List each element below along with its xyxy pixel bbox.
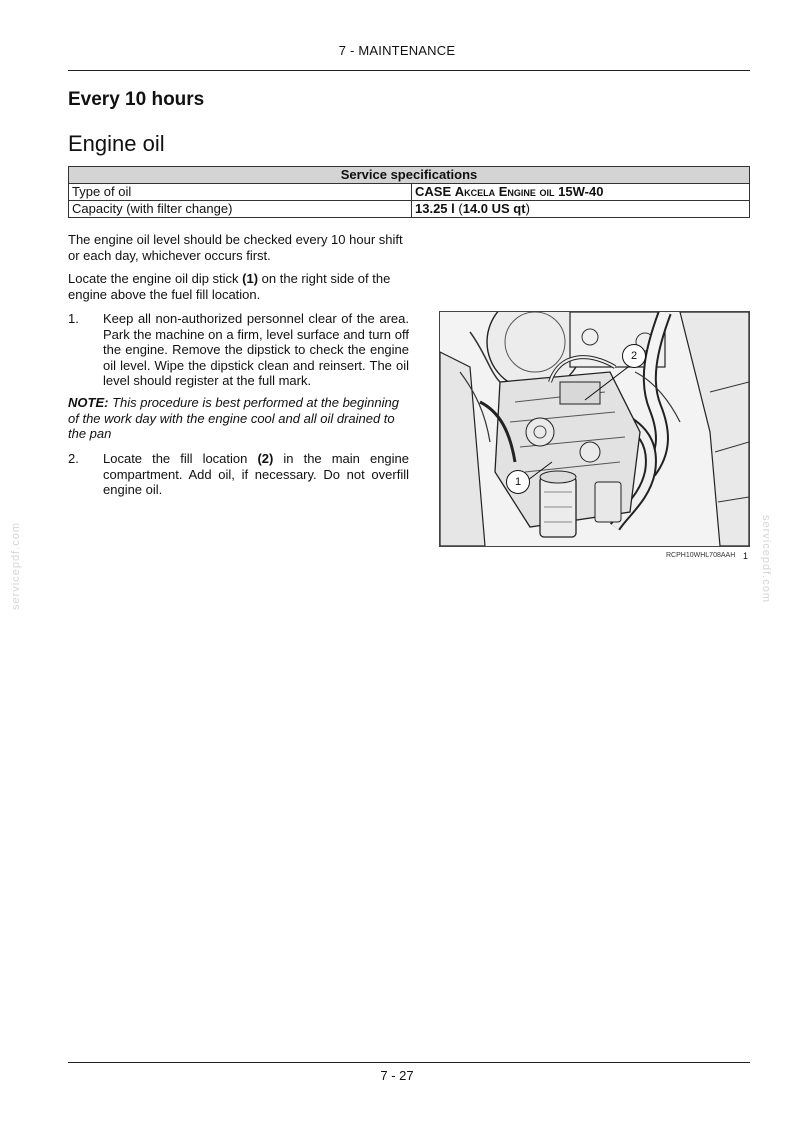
callout-2: 2 <box>622 344 646 368</box>
spec-brand: CASE <box>415 184 452 199</box>
step-text: Keep all non-authorized personnel clear of the area. Park the machine on a firm, level surface and turn off the engine. Remove the dipstick to check the engine oil level. Wipe the dipstick clean and reinsert. The oil level should register at the full mark. <box>103 311 409 388</box>
spec-table-caption: Service specifications <box>69 167 750 184</box>
page-number: 7 - 27 <box>380 1068 414 1083</box>
locate-dipstick-paragraph: Locate the engine oil dip stick (1) on the right side of the engine above the fuel fill location. <box>68 271 391 302</box>
step-number: 1. <box>68 311 79 326</box>
running-header: 7 - MAINTENANCE <box>338 43 456 58</box>
spec-label: Capacity (with filter change) <box>69 201 412 218</box>
figure-number: 1 <box>743 551 749 561</box>
step-2 <box>68 451 409 498</box>
engine-compartment-illustration <box>439 311 750 547</box>
intro-paragraph: The engine oil level should be checked every 10 hour shift or each day, whichever occurs first. <box>68 232 403 263</box>
section-heading: Every 10 hours <box>68 89 205 110</box>
note-label: NOTE: <box>68 395 109 410</box>
figure-code: RCPH10WHL708AAH <box>666 552 736 559</box>
spec-us: 14.0 US qt <box>462 201 526 216</box>
callout-1: 1 <box>506 470 530 494</box>
engine-drawing <box>440 312 749 546</box>
spec-value: 13.25 l (14.0 US qt) <box>412 201 750 218</box>
watermark-right: servicepdf.com <box>759 515 772 603</box>
step-1 <box>68 311 409 389</box>
sub-heading: Engine oil <box>68 131 165 156</box>
table-row <box>69 184 750 201</box>
step-number: 2. <box>68 451 79 466</box>
spec-label: Type of oil <box>69 184 412 201</box>
note-text: This procedure is best performed at the beginning of the work day with the engine cool and all oil drained to the pan <box>68 395 399 441</box>
header-rule <box>68 70 750 71</box>
footer-rule <box>68 1062 750 1063</box>
step-text: Locate the fill location (2) in the main engine compartment. Add oil, if necessary. Do not overfill engine oil. <box>103 451 410 497</box>
watermark-left: servicepdf.com <box>9 522 22 610</box>
spec-grade: 15W-40 <box>558 184 604 199</box>
service-spec-table <box>68 166 750 218</box>
spec-table-caption-row <box>69 167 750 184</box>
spec-metric: 13.25 l <box>415 201 455 216</box>
spec-value <box>412 184 750 201</box>
table-row <box>69 201 750 218</box>
note-paragraph <box>68 395 409 442</box>
spec-product: Akcela Engine oil <box>454 184 555 199</box>
